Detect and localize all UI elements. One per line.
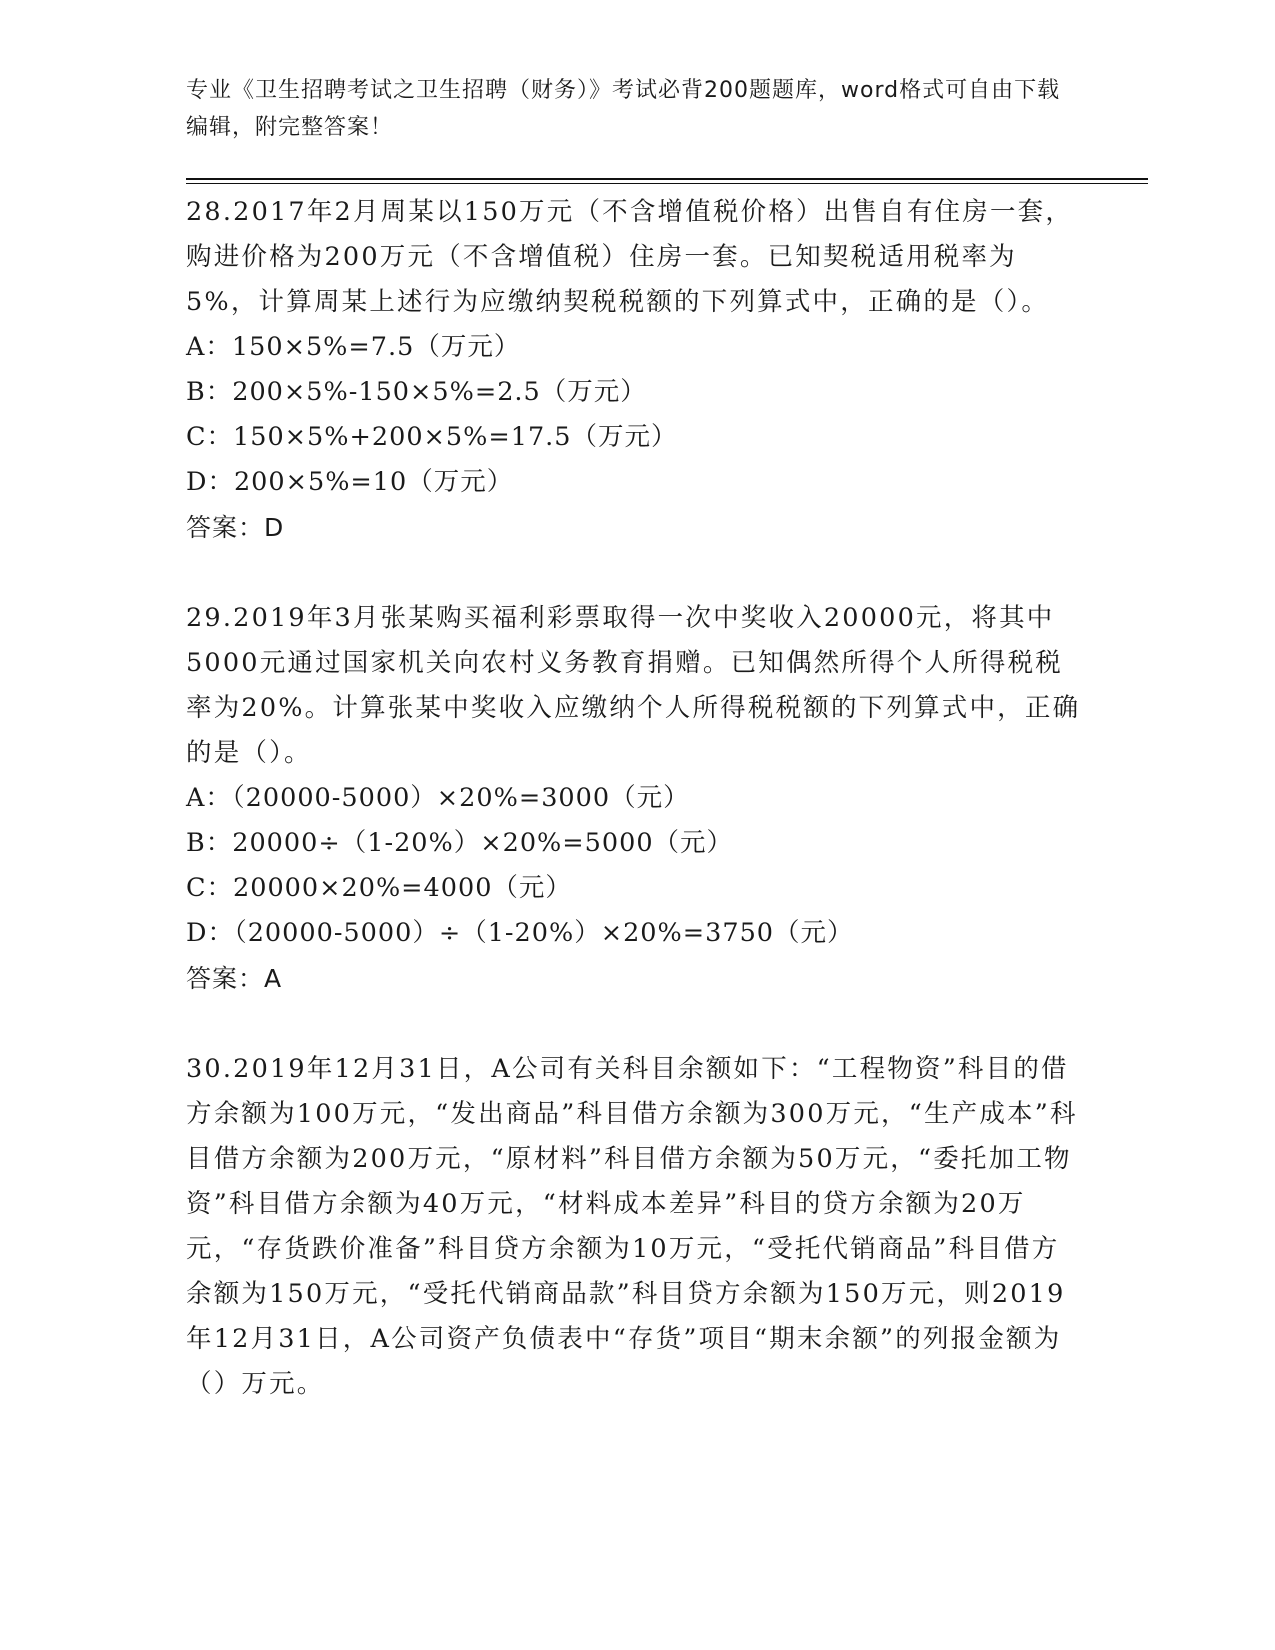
option-c: C：20000×20%=4000（元） [186,873,572,903]
question-spacer [186,550,1086,596]
question-text: 30.2019年12月31日，A公司有关科目余额如下：“工程物资”科目的借方余额为100万元，“发出商品”科目借方余额为300万元，“生产成本”科目借方余额为200万元，“原材料”科目借方余额为50万元，“委托加工物资”科目借方余额为40万元，“材料成本差异”科目的贷方余额为20万元，“存货跌价准备”科目贷方余额为10万元，“受托代销商品”科目借方余额为150万元，“受托代销商品款”科目贷方余额为150万元，则2019年12月31日，A公司资产负债表中“存货”项目“期末余额”的列报金额为（）万元。 [186,1054,1078,1399]
header-rule-thick [186,178,1148,180]
question-29 [186,596,1086,1001]
document-header: 专业《卫生招聘考试之卫生招聘（财务）》考试必背200题题库，word格式可自由下载编辑，附完整答案！ [186,78,1061,140]
option-a: A：150×5%=7.5（万元） [186,332,521,362]
option-b: B：200×5%-150×5%=2.5（万元） [186,377,647,407]
question-text: 28.2017年2月周某以150万元（不含增值税价格）出售自有住房一套，购进价格为200万元（不含增值税）住房一套。已知契税适用税率为5%，计算周某上述行为应缴纳契税税额的下列算式中，正确的是（）。 [186,197,1074,317]
option-d: D：（20000-5000）÷（1-20%）×20%=3750（元） [186,918,854,948]
question-28 [186,190,1086,550]
question-spacer [186,1001,1086,1047]
question-30 [186,1047,1086,1407]
questions-list [186,190,1086,1407]
answer: 答案：D [186,513,285,542]
option-c: C：150×5%+200×5%=17.5（万元） [186,422,678,452]
option-b: B：20000÷（1-20%）×20%=5000（元） [186,828,734,858]
option-a: A：（20000-5000）×20%=3000（元） [186,783,690,813]
question-text: 29.2019年3月张某购买福利彩票取得一次中奖收入20000元，将其中5000元通过国家机关向农村义务教育捐赠。已知偶然所得个人所得税税率为20%。计算张某中奖收入应缴纳个人所得税税额的下列算式中，正确的是（）。 [186,603,1081,768]
option-d: D：200×5%=10（万元） [186,467,514,497]
header-rule-thin [186,183,1148,184]
answer: 答案：A [186,964,283,993]
